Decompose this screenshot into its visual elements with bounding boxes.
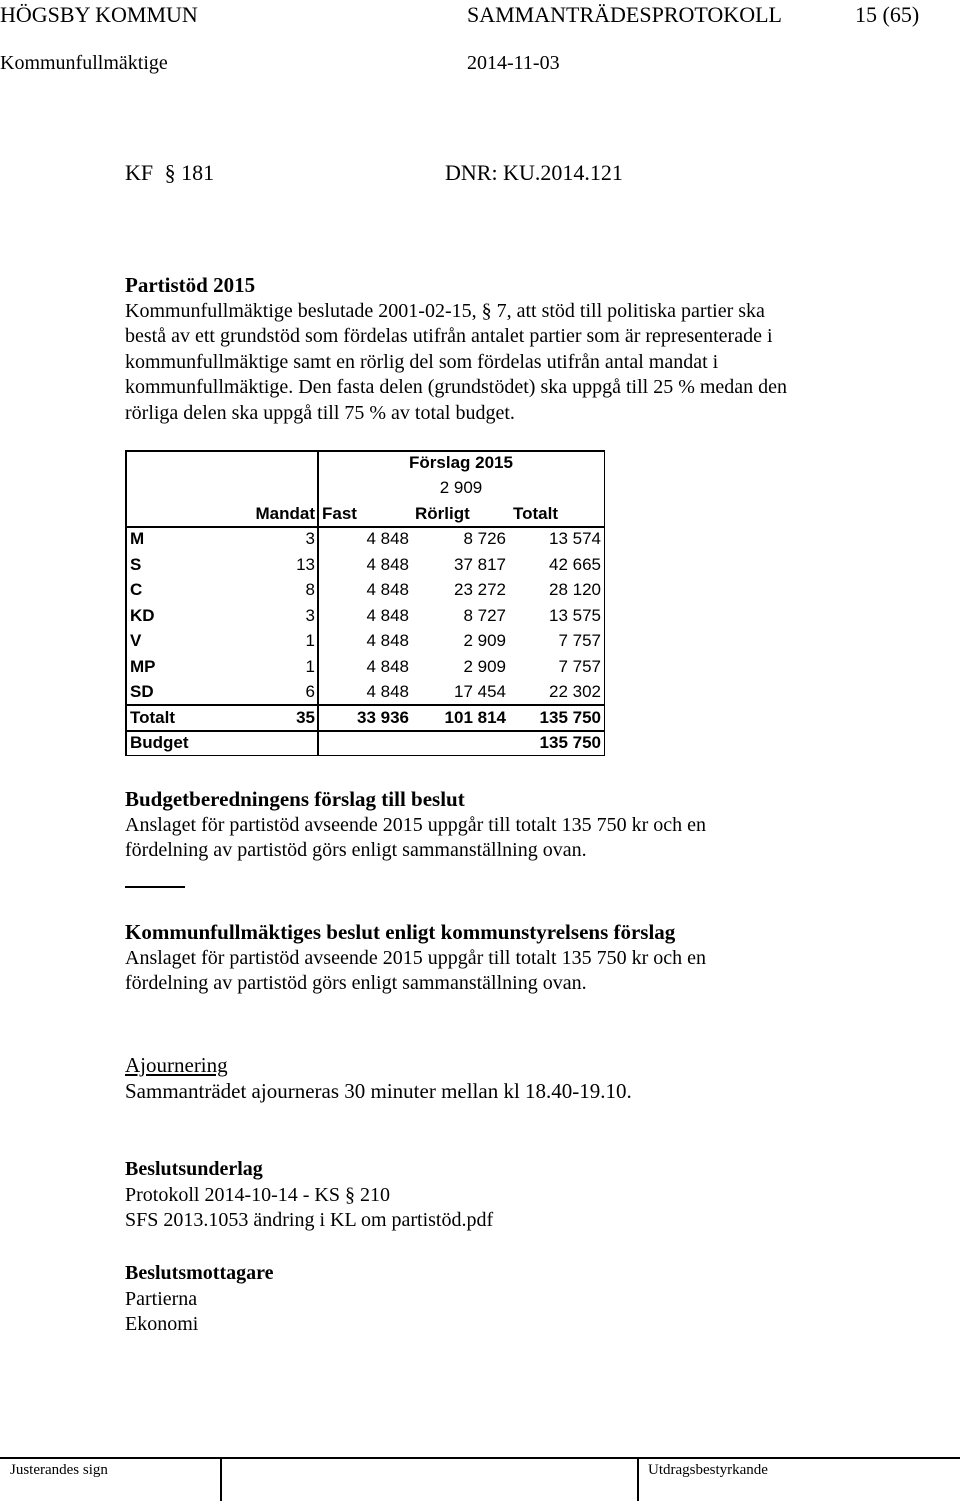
body-line: Sammanträdet ajourneras 30 minuter mellan kl 18.40-19.10. — [125, 1078, 632, 1103]
separator-line — [125, 886, 185, 888]
section-beslutsunderlag — [125, 1157, 865, 1234]
section-kf-beslut — [125, 920, 865, 997]
col-header-rorligt: Rörligt — [415, 504, 470, 523]
org-name: HÖGSBY KOMMUN — [0, 2, 198, 27]
page-number: 15 (65) — [855, 2, 920, 27]
document-type: SAMMANTRÄDESPROTOKOLL — [467, 2, 782, 27]
partistod-table — [125, 450, 605, 756]
rorligt-cell: 17 454 — [454, 682, 506, 701]
body-line: kommunfullmäktige samt en rörlig del som fördelas utifrån antal mandat i — [125, 350, 719, 373]
paragraph-sign: § — [164, 160, 176, 185]
footer-divider — [637, 1457, 639, 1501]
body-line: Protokoll 2014-10-14 - KS § 210 — [125, 1183, 390, 1206]
fast-cell: 4 848 — [366, 631, 409, 650]
col-header-fast: Fast — [322, 504, 357, 523]
totalt-cell: 7 757 — [558, 656, 601, 676]
rorligt-cell: 23 272 — [454, 580, 506, 599]
mandat-cell: 13 — [296, 554, 315, 574]
table-subtitle: 2 909 — [439, 478, 483, 497]
body-line: fördelning av partistöd görs enligt sammanställning ovan. — [125, 972, 587, 994]
totalt-cell: 22 302 — [549, 682, 601, 701]
meeting-date: 2014-11-03 — [467, 52, 560, 74]
section-title: Partistöd 2015 — [125, 273, 256, 297]
case-dnr: DNR: KU.2014.121 — [445, 160, 623, 185]
table-border — [125, 450, 317, 452]
body-line: Anslaget för partistöd avseende 2015 uppgår till totalt 135 750 kr och en — [125, 946, 706, 969]
mandat-cell: 1 — [305, 656, 315, 676]
body-line: SFS 2013.1053 ändring i KL om partistöd.pdf — [125, 1209, 494, 1231]
table-title: Förslag 2015 — [409, 453, 513, 472]
total-totalt: 135 750 — [539, 708, 601, 727]
fast-cell: 4 848 — [366, 580, 409, 599]
section-title: Ajournering — [125, 1053, 228, 1077]
section-partistod — [125, 273, 865, 426]
case-number: 181 — [181, 160, 215, 185]
section-title: Budgetberedningens förslag till beslut — [125, 787, 465, 811]
footer-justerandes-sign: Justerandes sign — [10, 1462, 108, 1478]
table-border — [317, 526, 319, 756]
section-budgetberedning — [125, 787, 865, 864]
body-line: rörliga delen ska uppgå till 75 % av total budget. — [125, 401, 515, 424]
fast-cell: 4 848 — [366, 554, 409, 574]
party-cell: C — [130, 580, 143, 599]
section-title: Beslutsmottagare — [125, 1262, 274, 1284]
section-title: Kommunfullmäktiges beslut enligt kommunstyrelsens förslag — [125, 920, 676, 944]
totalt-cell: 13 575 — [549, 605, 601, 625]
footer-line — [0, 1457, 960, 1459]
footer-divider — [220, 1457, 222, 1501]
fast-cell: 4 848 — [366, 529, 409, 548]
mandat-cell: 3 — [305, 529, 315, 548]
mandat-cell: 3 — [305, 605, 315, 625]
total-rorligt: 101 814 — [444, 708, 506, 727]
footer-utdragsbestyrkande: Utdragsbestyrkande — [648, 1462, 768, 1478]
rorligt-cell: 8 726 — [463, 529, 506, 548]
totalt-cell: 13 574 — [549, 529, 601, 548]
mandat-cell: 8 — [305, 580, 315, 599]
body-line: Partierna — [125, 1287, 198, 1310]
mandat-cell: 6 — [305, 682, 315, 701]
party-cell: M — [130, 529, 145, 548]
table-border — [125, 450, 127, 756]
body-line: Anslaget för partistöd avseende 2015 uppgår till totalt 135 750 kr och en — [125, 813, 706, 836]
party-cell: MP — [130, 656, 156, 676]
section-title: Beslutsunderlag — [125, 1158, 263, 1180]
party-cell: V — [130, 631, 142, 650]
party-cell: SD — [130, 682, 154, 701]
body-line: fördelning av partistöd görs enligt sammanställning ovan. — [125, 839, 587, 861]
body-line: Ekonomi — [125, 1313, 199, 1335]
body-line: Kommunfullmäktige beslutade 2001-02-15, § 7, att stöd till politiska partier ska — [125, 299, 765, 322]
total-mandat: 35 — [296, 708, 315, 727]
total-fast: 33 936 — [357, 708, 409, 727]
fast-cell: 4 848 — [366, 605, 409, 625]
rorligt-cell: 37 817 — [454, 554, 506, 574]
budget-totalt: 135 750 — [539, 733, 601, 752]
totalt-cell: 28 120 — [549, 580, 601, 599]
party-cell: KD — [130, 605, 155, 625]
rorligt-cell: 8 727 — [463, 605, 506, 625]
fast-cell: 4 848 — [366, 656, 409, 676]
fast-cell: 4 848 — [366, 682, 409, 701]
totalt-cell: 42 665 — [549, 554, 601, 574]
mandat-cell: 1 — [305, 631, 315, 650]
body-line: bestå av ett grundstöd som fördelas utifrån antalet partier som är representerade i — [125, 325, 773, 347]
totalt-cell: 7 757 — [558, 631, 601, 650]
rorligt-cell: 2 909 — [463, 631, 506, 650]
total-label: Totalt — [130, 708, 176, 727]
meeting-body: Kommunfullmäktige — [0, 52, 168, 74]
case-kf — [125, 160, 214, 186]
budget-label: Budget — [130, 733, 189, 752]
col-header-mandat: Mandat — [255, 504, 315, 523]
party-cell: S — [130, 554, 142, 574]
rorligt-cell: 2 909 — [463, 656, 506, 676]
case-kf-label: KF — [125, 160, 154, 185]
section-beslutsmottagare — [125, 1261, 865, 1338]
body-line: kommunfullmäktige. Den fasta delen (grundstödet) ska uppgå till 25 % medan den — [125, 376, 788, 398]
col-header-totalt: Totalt — [513, 504, 559, 523]
section-ajournering — [125, 1053, 865, 1104]
